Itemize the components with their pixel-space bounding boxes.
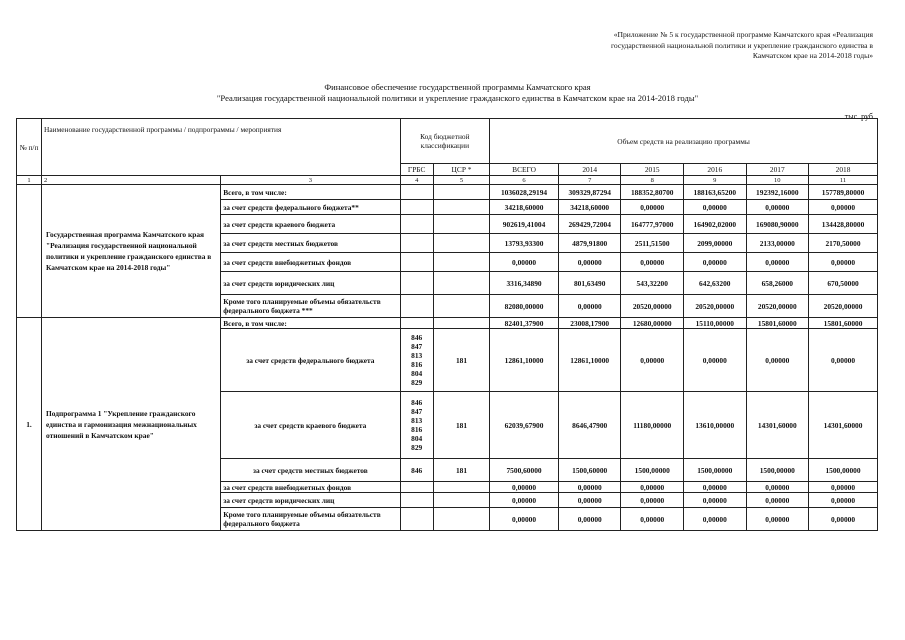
csr-cell [433, 215, 489, 234]
value-2014: 8646,47900 [558, 392, 621, 459]
value-2016: 0,00000 [684, 508, 747, 531]
value-2018: 2170,50000 [809, 234, 878, 253]
value-2014: 1500,60000 [558, 459, 621, 482]
value-2016: 20520,00000 [684, 295, 747, 318]
value-total: 3316,34890 [490, 272, 559, 295]
value-2016: 164902,02000 [684, 215, 747, 234]
financing-table [16, 118, 878, 531]
program-num [17, 185, 42, 318]
grbs-cell [400, 318, 433, 329]
value-2015: 0,00000 [621, 329, 684, 392]
header-codes: Код бюджетной классификации [400, 119, 490, 164]
value-2018: 0,00000 [809, 329, 878, 392]
header-csr: ЦСР * [433, 164, 489, 176]
row-label: за счет средств юридических лиц [221, 493, 400, 508]
header-grbs: ГРБС [400, 164, 433, 176]
value-2015: 543,32200 [621, 272, 684, 295]
grbs-code: 846 [411, 398, 423, 407]
value-2016: 0,00000 [684, 253, 747, 272]
header-2018: 2018 [809, 164, 878, 176]
grbs-cell [400, 185, 433, 200]
header-2015: 2015 [621, 164, 684, 176]
row-label: за счет средств юридических лиц [221, 272, 400, 295]
grbs-cell [400, 272, 433, 295]
row-label: за счет средств внебюджетных фондов [221, 253, 400, 272]
value-2017: 0,00000 [746, 482, 809, 493]
value-2017: 0,00000 [746, 508, 809, 531]
value-total: 0,00000 [490, 482, 559, 493]
grbs-cell [400, 493, 433, 508]
csr-cell: 181 [433, 329, 489, 392]
annex-line: «Приложение № 5 к государственной программе Камчатского края «Реализация [613, 30, 873, 39]
grbs-cell [400, 508, 433, 531]
value-2015: 0,00000 [621, 200, 684, 215]
value-2014: 4879,91800 [558, 234, 621, 253]
units-label: тыс. руб. [844, 112, 875, 121]
value-2017: 14301,60000 [746, 392, 809, 459]
col-index: 4 [400, 176, 433, 185]
value-2016: 1500,00000 [684, 459, 747, 482]
header-total: ВСЕГО [490, 164, 559, 176]
col-index: 6 [490, 176, 559, 185]
grbs-code: 816 [411, 360, 423, 369]
value-2014: 309329,87294 [558, 185, 621, 200]
value-2016: 13610,00000 [684, 392, 747, 459]
csr-cell [433, 253, 489, 272]
program-name: Государственная программа Камчатского края "Реализация государственной национальной политики и укрепление гражданского единства в Камчатском крае на 2014-2018 годы" [42, 185, 221, 318]
value-2017: 658,26000 [746, 272, 809, 295]
row-label: за счет средств федерального бюджета** [221, 200, 400, 215]
col-index: 7 [558, 176, 621, 185]
grbs-code: 846 [411, 333, 423, 342]
grbs-cell [400, 200, 433, 215]
value-2018: 15801,60000 [809, 318, 878, 329]
row-label: Всего, в том числе: [221, 185, 400, 200]
value-2016: 0,00000 [684, 200, 747, 215]
csr-cell [433, 272, 489, 295]
table-row [17, 318, 878, 329]
value-2014: 0,00000 [558, 482, 621, 493]
value-2018: 670,50000 [809, 272, 878, 295]
value-2017: 0,00000 [746, 200, 809, 215]
value-2015: 0,00000 [621, 482, 684, 493]
value-total: 12861,10000 [490, 329, 559, 392]
value-2017: 1500,00000 [746, 459, 809, 482]
grbs-cell [400, 392, 433, 459]
value-2017: 192392,16000 [746, 185, 809, 200]
value-2014: 0,00000 [558, 508, 621, 531]
col-index: 1 [17, 176, 42, 185]
value-2015: 1500,00000 [621, 459, 684, 482]
grbs-code: 813 [411, 351, 423, 360]
csr-cell [433, 200, 489, 215]
header-amounts: Объем средств на реализацию программы [490, 119, 878, 164]
grbs-code: 813 [411, 416, 423, 425]
grbs-cell [400, 253, 433, 272]
grbs-cell [400, 482, 433, 493]
value-2018: 157789,80000 [809, 185, 878, 200]
value-2014: 0,00000 [558, 493, 621, 508]
value-2014: 0,00000 [558, 253, 621, 272]
header-2014: 2014 [558, 164, 621, 176]
value-total: 62039,67900 [490, 392, 559, 459]
value-2017: 20520,00000 [746, 295, 809, 318]
col-index: 5 [433, 176, 489, 185]
value-2018: 0,00000 [809, 493, 878, 508]
value-2016: 0,00000 [684, 482, 747, 493]
value-2016: 0,00000 [684, 329, 747, 392]
col-index: 10 [746, 176, 809, 185]
value-2014: 12861,10000 [558, 329, 621, 392]
value-2018: 134428,80000 [809, 215, 878, 234]
value-2017: 0,00000 [746, 493, 809, 508]
value-total: 1036028,29194 [490, 185, 559, 200]
row-label: Всего, в том числе: [221, 318, 400, 329]
grbs-code: 804 [411, 434, 423, 443]
value-2014: 269429,72004 [558, 215, 621, 234]
csr-cell [433, 185, 489, 200]
value-total: 82401,37900 [490, 318, 559, 329]
value-2018: 0,00000 [809, 508, 878, 531]
grbs-cell [400, 215, 433, 234]
grbs-code: 816 [411, 425, 423, 434]
value-2015: 0,00000 [621, 508, 684, 531]
row-label: Кроме того планируемые объемы обязательств федерального бюджета *** [221, 295, 400, 318]
header-name: Наименование государственной программы / подпрограммы / мероприятия [42, 119, 401, 176]
value-total: 7500,60000 [490, 459, 559, 482]
value-2015: 0,00000 [621, 493, 684, 508]
annex-note [513, 30, 873, 62]
row-label: за счет средств краевого бюджета [221, 215, 400, 234]
value-2015: 20520,00000 [621, 295, 684, 318]
grbs-cell: 846 [400, 459, 433, 482]
annex-line: государственной национальной политики и укрепление гражданского единства в [610, 40, 873, 50]
value-total: 0,00000 [490, 253, 559, 272]
value-2017: 0,00000 [746, 329, 809, 392]
value-total: 82080,00000 [490, 295, 559, 318]
value-2015: 188352,80700 [621, 185, 684, 200]
grbs-code: 847 [411, 342, 423, 351]
grbs-cell [400, 234, 433, 253]
value-2015: 12680,00000 [621, 318, 684, 329]
title-line: "Реализация государственной национальной политики и укрепление гражданского единства в Камчатском крае на 2014-2018 годы" [216, 93, 699, 103]
value-total: 34218,60000 [490, 200, 559, 215]
value-total: 902619,41004 [490, 215, 559, 234]
csr-cell: 181 [433, 392, 489, 459]
value-2014: 34218,60000 [558, 200, 621, 215]
document-title [0, 82, 905, 104]
value-2016: 0,00000 [684, 493, 747, 508]
col-index: 3 [221, 176, 400, 185]
value-2017: 2133,00000 [746, 234, 809, 253]
csr-cell [433, 295, 489, 318]
value-2018: 14301,60000 [809, 392, 878, 459]
value-2016: 2099,00000 [684, 234, 747, 253]
value-2014: 0,00000 [558, 295, 621, 318]
value-total: 13793,93300 [490, 234, 559, 253]
value-2017: 0,00000 [746, 253, 809, 272]
grbs-code: 829 [411, 443, 423, 452]
row-label: за счет средств местных бюджетов [221, 234, 400, 253]
csr-cell [433, 493, 489, 508]
value-2015: 11180,00000 [621, 392, 684, 459]
value-2014: 801,63490 [558, 272, 621, 295]
grbs-code: 829 [411, 378, 423, 387]
csr-cell [433, 318, 489, 329]
csr-cell [433, 482, 489, 493]
grbs-code: 847 [411, 407, 423, 416]
row-label: Кроме того планируемые объемы обязательств федерального бюджета [221, 508, 400, 531]
csr-cell: 181 [433, 459, 489, 482]
csr-cell [433, 508, 489, 531]
col-index: 8 [621, 176, 684, 185]
table-row [17, 185, 878, 200]
value-total: 0,00000 [490, 493, 559, 508]
header-2017: 2017 [746, 164, 809, 176]
sub1-num: 1. [17, 318, 42, 531]
value-2015: 2511,51500 [621, 234, 684, 253]
csr-cell [433, 234, 489, 253]
value-2018: 1500,00000 [809, 459, 878, 482]
grbs-cell [400, 329, 433, 392]
col-index: 11 [809, 176, 878, 185]
value-2018: 0,00000 [809, 200, 878, 215]
row-label: за счет средств краевого бюджета [221, 392, 400, 459]
value-2015: 164777,97000 [621, 215, 684, 234]
value-2018: 0,00000 [809, 482, 878, 493]
title-line: Финансовое обеспечение государственной программы Камчатского края [324, 82, 591, 92]
value-2016: 642,63200 [684, 272, 747, 295]
row-label: за счет средств федерального бюджета [221, 329, 400, 392]
header-2016: 2016 [684, 164, 747, 176]
grbs-cell [400, 295, 433, 318]
row-label: за счет средств внебюджетных фондов [221, 482, 400, 493]
value-2018: 0,00000 [809, 253, 878, 272]
value-2017: 15801,60000 [746, 318, 809, 329]
col-index: 2 [42, 176, 221, 185]
annex-line: Камчатском крае на 2014-2018 годы» [752, 51, 873, 60]
value-2015: 0,00000 [621, 253, 684, 272]
sub1-name: Подпрограмма 1 "Укрепление гражданского единства и гармонизация межнациональных отношений в Камчатском крае" [42, 318, 221, 531]
row-label: за счет средств местных бюджетов [221, 459, 400, 482]
value-2016: 188163,65200 [684, 185, 747, 200]
value-total: 0,00000 [490, 508, 559, 531]
value-2017: 169080,90000 [746, 215, 809, 234]
value-2016: 15110,00000 [684, 318, 747, 329]
col-index: 9 [684, 176, 747, 185]
grbs-code: 804 [411, 369, 423, 378]
value-2018: 20520,00000 [809, 295, 878, 318]
header-num: № п/п [17, 119, 42, 176]
value-2014: 23008,17900 [558, 318, 621, 329]
